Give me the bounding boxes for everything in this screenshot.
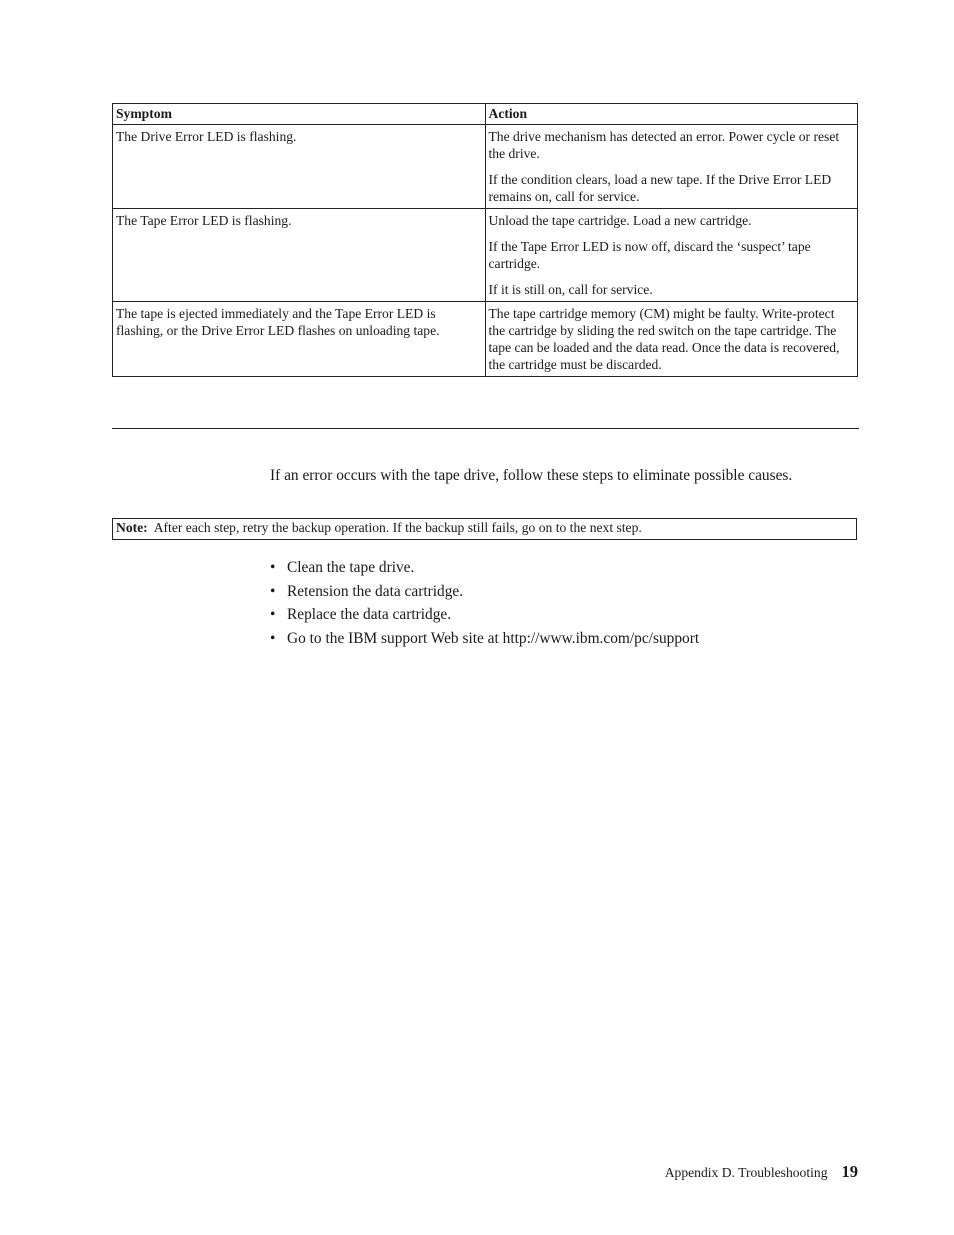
symptom-cell: The Tape Error LED is flashing. [113,209,486,302]
action-paragraph: The drive mechanism has detected an error. Power cycle or reset the drive. [488,129,840,161]
action-paragraph: The tape cartridge memory (CM) might be faulty. Write-protect the cartridge by sliding the red switch on the tape cartridge. The tape can be loaded and the data read. Once the data is recovered, the cartridge must be discarded. [488,306,840,372]
action-cell [485,209,858,302]
list-item [270,558,699,578]
symptom-cell: The tape is ejected immediately and the Tape Error LED is flashing, or the Drive Error LED flashes on unloading tape. [113,302,486,377]
action-cell [485,302,858,377]
step-text: Go to the IBM support Web site at http://www.ibm.com/pc/support [287,629,700,647]
section-divider [112,428,859,429]
table-row [113,302,858,377]
table-header-row [113,104,858,125]
page-number: 19 [841,1162,858,1181]
step-text: Replace the data cartridge. [287,606,452,623]
intro-paragraph: If an error occurs with the tape drive, follow these steps to eliminate possible causes. [270,467,793,484]
action-paragraph: If it is still on, call for service. [488,282,653,297]
list-item [270,629,699,649]
note-text: After each step, retry the backup operation. If the backup still fails, go on to the next step. [153,520,642,535]
troubleshooting-table [112,103,858,377]
step-text: Retension the data cartridge. [287,582,464,600]
bullet-icon: • [270,582,276,600]
note-label: Note: [116,520,148,535]
action-paragraph: If the condition clears, load a new tape. If the Drive Error LED remains on, call for service. [488,172,832,204]
bullet-icon: • [270,629,276,647]
symptom-cell: The Drive Error LED is flashing. [113,125,486,209]
action-paragraph: If the Tape Error LED is now off, discard the ‘suspect’ tape cartridge. [488,239,811,271]
note-box [112,518,857,540]
bullet-icon: • [270,559,276,576]
action-cell [485,125,858,209]
bullet-icon: • [270,606,276,623]
steps-list [270,558,699,652]
table-row [113,125,858,209]
step-text: Clean the tape drive. [287,559,415,576]
footer-section-title: Appendix D. Troubleshooting [664,1165,828,1180]
action-column-header: Action [485,104,858,125]
symptom-column-header: Symptom [113,104,486,125]
page-footer [665,1162,858,1183]
list-item [270,605,699,625]
list-item [270,582,699,602]
action-paragraph: Unload the tape cartridge. Load a new cartridge. [488,213,752,228]
table-row [113,209,858,302]
